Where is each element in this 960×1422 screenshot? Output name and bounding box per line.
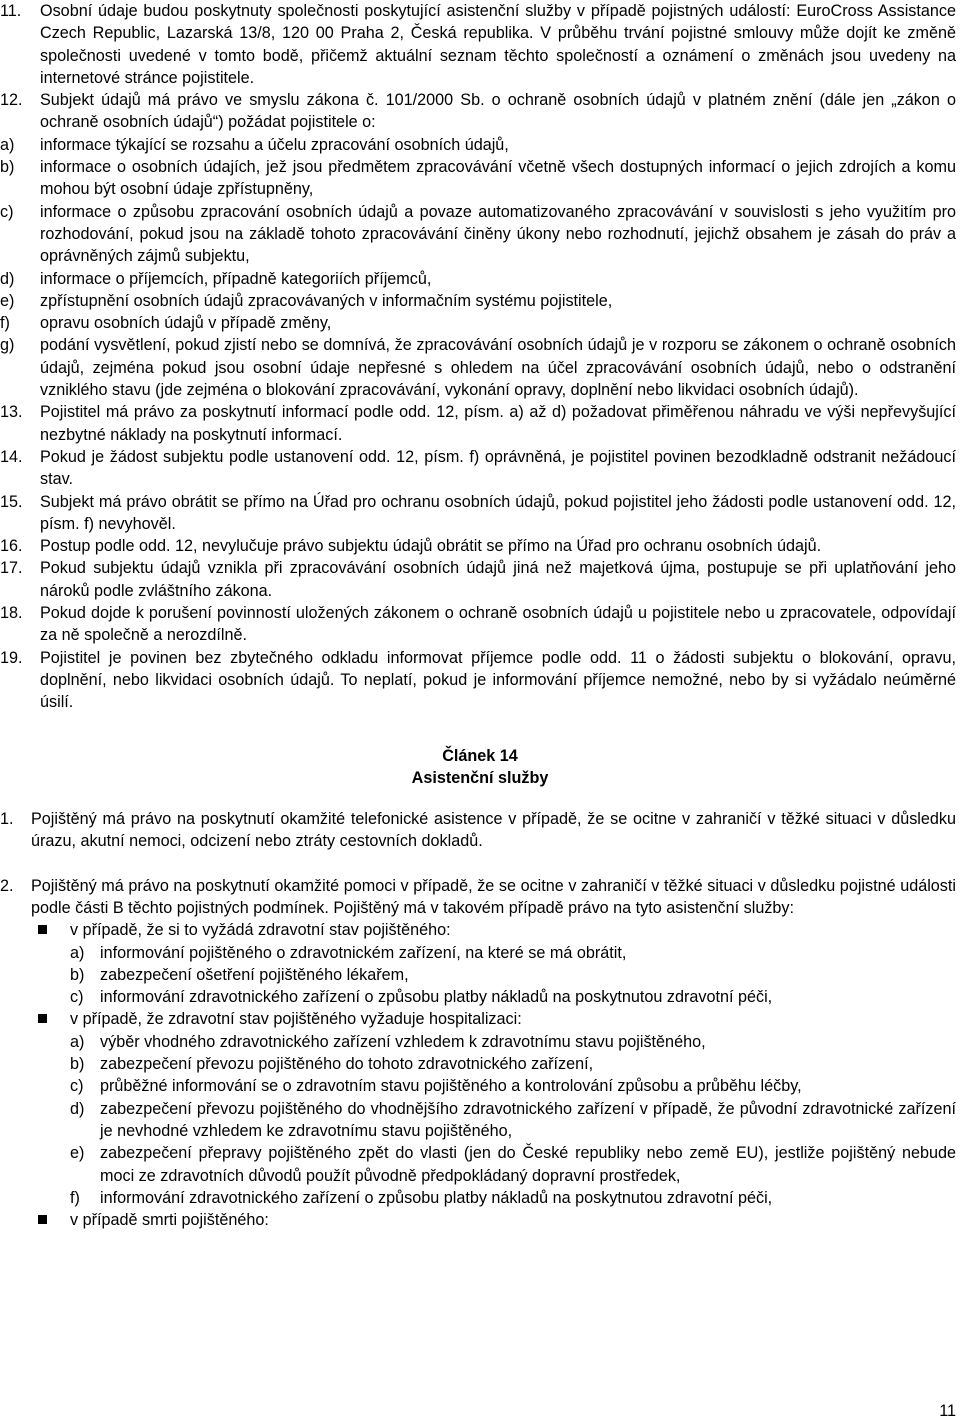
- sub-item-letter: a): [70, 1032, 85, 1051]
- item-text: Postup podle odd. 12, nevylučuje právo subjektu údajů obrátit se přímo na Úřad pro ochranu osobních údajů.: [40, 537, 822, 556]
- sub-item-text: informování zdravotnického zařízení o způsobu platby nákladů na poskytnutou zdravotní péči,: [100, 1188, 773, 1207]
- list-item: [0, 89, 960, 134]
- item-number: 15.: [0, 492, 23, 511]
- list-item: [0, 602, 960, 647]
- assistance-services-list: [0, 919, 960, 1231]
- sub-item-letter: e): [70, 1144, 85, 1163]
- item-text: informace o způsobu zpracování osobních údajů a povaze automatizovaného zpracovávání v souvislosti s jeho využitím pro rozhodování, pokud jsou na základě tohoto zpracovávání činěny úkony nebo rozhodnutí, jejichž obsahem je zásah do práv a oprávněných zájmů subjektu,: [40, 202, 956, 266]
- sub-item-text: průběžné informování se o zdravotním stavu pojištěného a kontrolování způsobu a průběhu léčby,: [100, 1077, 802, 1096]
- sub-item: [0, 942, 960, 964]
- bullet-text: v případě, že si to vyžádá zdravotní stav pojištěného:: [70, 921, 451, 940]
- article-subtitle: Asistenční služby: [411, 768, 549, 787]
- list-item: [0, 446, 960, 491]
- bullet-item: [0, 1209, 960, 1231]
- item-text: Pojištěný má právo na poskytnutí okamžité pomoci v případě, že se ocitne v zahraničí v těžké situaci v důsledku pojistné události podle části B těchto pojistných podmínek. Pojištěný má v takovém případě právo na tyto asistenční služby:: [31, 876, 956, 917]
- item-number: d): [0, 269, 15, 288]
- item-number: 2.: [0, 876, 14, 895]
- assistance-item-2: [0, 875, 960, 920]
- bullet-item: [0, 919, 960, 941]
- page-number: 11: [939, 1402, 956, 1420]
- item-number: 19.: [0, 648, 23, 667]
- sub-item-text: zabezpečení převozu pojištěného do vhodnějšího zdravotnického zařízení v případě, že původní zdravotnické zařízení je nevhodné vzhledem ke zdravotnímu stavu pojištěného,: [100, 1099, 956, 1140]
- item-text: Pojistitel je povinen bez zbytečného odkladu informovat příjemce podle odd. 11 o žádosti subjektu o blokování, opravu, doplnění, nebo likvidaci osobních údajů. To neplatí, pokud je informování příjemce nemožné, nebo by si vyžádalo neúměrné úsilí.: [40, 648, 956, 712]
- item-text: Pokud je žádost subjektu podle ustanovení odd. 12, písm. f) oprávněná, je pojistitel povinen bezodkladně odstranit nežádoucí stav.: [40, 447, 956, 489]
- list-item: [0, 156, 960, 201]
- item-text: informace týkající se rozsahu a účelu zpracování osobních údajů,: [40, 135, 509, 154]
- list-item: [0, 290, 960, 312]
- list-item: [0, 401, 960, 446]
- list-item: [0, 647, 960, 714]
- item-number: b): [0, 158, 15, 177]
- item-text: Pokud subjektu údajů vznikla při zpracovávání osobních údajů jiná než majetková újma, postupuje se při uplatňování jeho nároků podle zvláštního zákona.: [40, 559, 956, 600]
- item-text: Pokud dojde k porušení povinností uložených zákonem o ochraně osobních údajů u pojistitele nebo u zpracovatele, odpovídají za ně společně a nerozdílně.: [40, 604, 956, 645]
- sub-item: [0, 1098, 960, 1143]
- item-number: 17.: [0, 559, 23, 578]
- sub-item: [0, 1031, 960, 1053]
- item-text: Subjekt má právo obrátit se přímo na Úřad pro ochranu osobních údajů, pokud pojistitel jeho žádosti podle ustanovení odd. 12, písm. f) nevyhověl.: [40, 492, 956, 533]
- item-text: podání vysvětlení, pokud zjistí nebo se domnívá, že zpracovávání osobních údajů je v rozporu se zákonem o ochraně osobních údajů, zejména pokud jsou osobní údaje nepřesné s ohledem na účel zpracovávání osobních údajů, nebo o odstranění vzniklého stavu (jde zejména o blokování zpracovávání, vykonání opravy, doplnění nebo likvidaci osobních údajů).: [40, 336, 956, 400]
- list-item: [0, 201, 960, 268]
- item-number: c): [0, 202, 14, 221]
- item-number: 18.: [0, 604, 23, 623]
- sub-item-letter: a): [70, 943, 85, 962]
- assistance-item-1: [0, 808, 960, 853]
- sub-item-text: informování pojištěného o zdravotnickém zařízení, na které se má obrátit,: [100, 943, 627, 962]
- bullet-text: v případě, že zdravotní stav pojištěného vyžaduje hospitalizaci:: [70, 1010, 522, 1029]
- sub-item: [0, 1187, 960, 1209]
- item-number: g): [0, 336, 15, 355]
- sub-item: [0, 1053, 960, 1075]
- sub-item: [0, 1075, 960, 1097]
- list-item: [0, 268, 960, 290]
- item-number: 14.: [0, 447, 23, 466]
- item-text: informace o příjemcích, případně kategoriích příjemců,: [40, 269, 432, 288]
- square-bullet-icon: [38, 1215, 47, 1224]
- bullet-item: [0, 1008, 960, 1030]
- sub-item-text: zabezpečení převozu pojištěného do tohoto zdravotnického zařízení,: [100, 1055, 594, 1074]
- list-item: [0, 491, 960, 536]
- sub-item-letter: f): [70, 1188, 80, 1207]
- sub-item-text: informování zdravotnického zařízení o způsobu platby nákladů na poskytnutou zdravotní péči,: [100, 988, 773, 1007]
- sub-item-text: výběr vhodného zdravotnického zařízení vzhledem k zdravotnímu stavu pojištěného,: [100, 1032, 706, 1051]
- sub-item-text: zabezpečení přepravy pojištěného zpět do vlasti (jen do České republiky nebo země EU), jestliže pojištěný nebude moci ze zdravotních důvodů použít původně předpokládaný dopravní prostředek,: [100, 1144, 956, 1185]
- item-text: Subjekt údajů má právo ve smyslu zákona č. 101/2000 Sb. o ochraně osobních údajů v platném znění (dále jen „zákon o ochraně osobních údajů“) požádat pojistitele o:: [40, 91, 956, 132]
- square-bullet-icon: [38, 1014, 47, 1023]
- item-text: zpřístupnění osobních údajů zpracovávaných v informačním systému pojistitele,: [40, 291, 613, 310]
- list-item: [0, 334, 960, 401]
- sub-item-text: zabezpečení ošetření pojištěného lékařem,: [100, 965, 409, 984]
- item-number: 16.: [0, 537, 23, 556]
- square-bullet-icon: [38, 925, 47, 934]
- article-title: Článek 14: [442, 746, 518, 765]
- sub-item-letter: c): [70, 1077, 84, 1096]
- item-number: 13.: [0, 403, 23, 422]
- item-text: Osobní údaje budou poskytnuty společnosti poskytující asistenční služby v případě pojistných událostí: EuroCross Assistance Czech Republic, Lazarská 13/8, 120 00 Praha 2, Česká republika. V průběhu trvání pojistné smlouvy může dojít ke změně společnosti uvedené v tomto bodě, přičemž aktuální seznam těchto společností a oznámení o změnách jsou uvedeny na internetové stránce pojistitele.: [40, 2, 956, 87]
- sub-item-letter: c): [70, 988, 84, 1007]
- item-number: 1.: [0, 810, 14, 829]
- list-item: [0, 312, 960, 334]
- sub-item: [0, 1142, 960, 1187]
- item-number: e): [0, 291, 15, 310]
- list-item: [0, 535, 960, 557]
- sub-item: [0, 986, 960, 1008]
- sub-item-letter: d): [70, 1099, 85, 1118]
- sub-item-letter: b): [70, 965, 85, 984]
- item-text: Pojištěný má právo na poskytnutí okamžité telefonické asistence v případě, že se ocitne v zahraničí v těžké situaci v důsledku úrazu, akutní nemoci, odcizení nebo ztráty cestovních dokladů.: [31, 810, 956, 851]
- list-item: [0, 0, 960, 89]
- list-item: [0, 134, 960, 156]
- list-item: [0, 557, 960, 602]
- item-text: opravu osobních údajů v případě změny,: [40, 314, 332, 333]
- article-heading: [0, 745, 960, 790]
- item-text: Pojistitel má právo za poskytnutí informací podle odd. 12, písm. a) až d) požadovat přiměřenou náhradu ve výši nepřevyšující nezbytné náklady na poskytnutí informací.: [40, 403, 956, 444]
- item-number: a): [0, 135, 15, 154]
- item-number: 11.: [0, 2, 22, 20]
- bullet-text: v případě smrti pojištěného:: [70, 1211, 269, 1230]
- item-number: f): [0, 314, 10, 333]
- item-number: 12.: [0, 91, 23, 110]
- sub-item-letter: b): [70, 1055, 85, 1074]
- item-text: informace o osobních údajích, jež jsou předmětem zpracovávání včetně všech dostupných informací o jejich zdrojích a komu mohou být osobní údaje zpřístupněny,: [40, 158, 956, 199]
- sub-item: [0, 964, 960, 986]
